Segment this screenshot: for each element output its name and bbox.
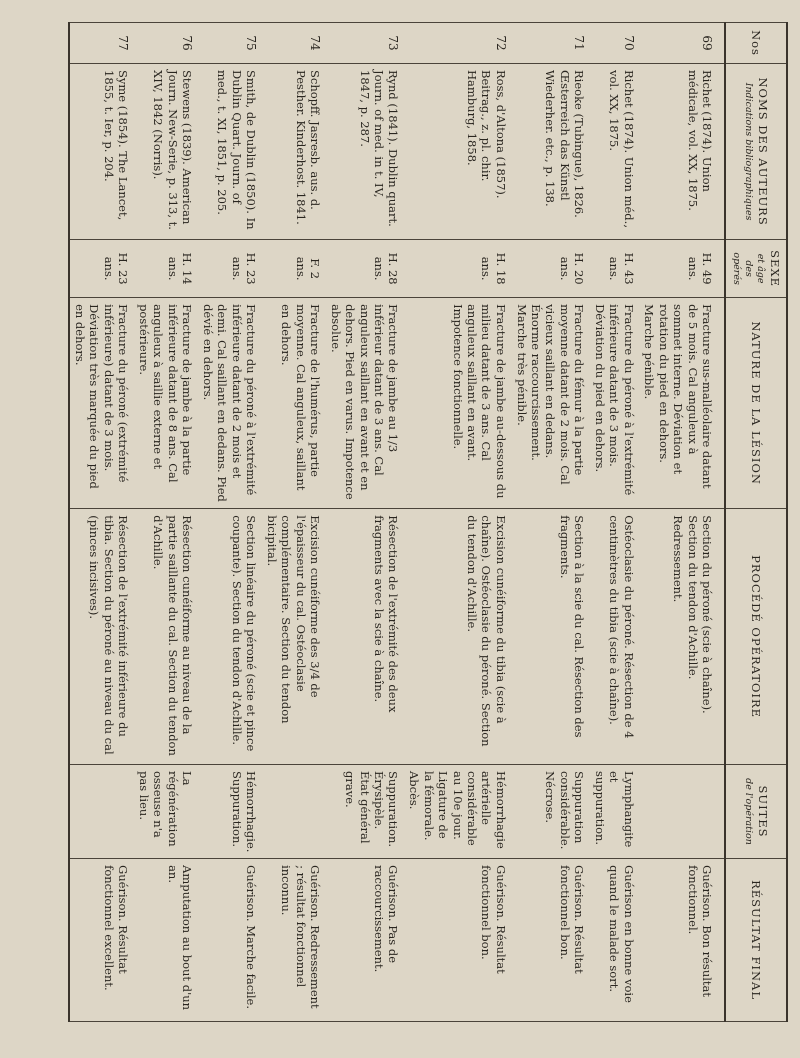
author-cell: Smith, de Dublin (1850). In Dublin Quart. Journ. of med., t. XI, 1851, p. 205. [198,64,262,240]
author-cell: Rynd (1841). Dublin quart. Journ. of med. in t. IV, 1847, p. 287. [326,64,404,240]
lesion-nature-cell: Fracture du péroné à l'extrémité inférieure datant de 2 mois et demi. Cal saillant en dedans. Pied dévié en dehors. [198,298,262,509]
sex-age-cell: H. 23 ans. [198,240,262,298]
result-cell: Guérison. Marche facile. [198,859,262,1022]
table-row [640,23,718,1022]
header-nature: NATURE DE LA LÉSION [725,298,787,509]
result-cell: Guérison. Redressement ; résultat fonctionnel inconnu. [262,859,326,1022]
sex-age-cell: H. 28 ans. [326,240,404,298]
case-number: 69 [640,23,718,64]
procedure-cell: Résection de l'extrémité inférieure du tibia. Section du péroné au niveau du cal (pinces incisives). [69,509,134,765]
sex-age-cell: H. 14 ans. [134,240,198,298]
header-suites [725,764,787,858]
case-number: 77 [69,23,134,64]
spacer-cell [718,859,725,1022]
header-sex-title: SEXE [768,250,782,288]
header-num: Nos [725,23,787,64]
lesion-nature-cell: Fracture sus-malléolaire datant de 5 mois. Cal anguleux à sommet interne. Déviation et rotation du pied en dehors. Marche pénible. [640,298,718,509]
author-cell: Rieoke (Tubingue), 1826. Œsterreich das Künstl Wiederher. etc., p. 138. [512,64,590,240]
rotated-table-page [68,22,788,1022]
suites-cell [640,764,718,858]
header-procedure: PROCÉDÉ OPÉRATOIRE [725,509,787,765]
spacer-cell [718,298,725,509]
procedure-cell: Excision cunéiforme des 3/4 de l'épaisseur du cal. Ostéoclasie complémentaire. Section du tendon bicipital. [262,509,326,765]
table-row [512,23,590,1022]
table-row [262,23,326,1022]
procedure-cell: Excision cunéiforme du tibia (scie à chaîne). Ostéoclasie du péroné. Section du tendon d'Achille. [404,509,511,765]
spacer-cell [718,240,725,298]
result-cell: Guérison. Résultat fonctionnel bon. [404,859,511,1022]
sex-age-cell: H. 23 ans. [69,240,134,298]
case-number: 74 [262,23,326,64]
sex-age-cell: F. 2 ans. [262,240,326,298]
table-body [69,23,725,1022]
table-row [590,23,639,1022]
sex-age-cell: H. 49 ans. [640,240,718,298]
header-result: RÉSULTAT FINAL [725,859,787,1022]
author-cell: Schopff. Jasresb. aus. d. Pesther. Kinderhost. 1841. [262,64,326,240]
case-number: 72 [404,23,511,64]
case-number: 70 [590,23,639,64]
table-row [404,23,511,1022]
procedure-cell: Section du péroné (scie à chaîne). Section du tendon d'Achille. Redressement. [640,509,718,765]
author-cell: Richet (1874). Union méd., vol. XX, 1875. [590,64,639,240]
sex-age-cell: H. 20 ans. [512,240,590,298]
result-cell: Guérison. Résultat fonctionnel excellent. [69,859,134,1022]
lesion-nature-cell: Fracture du péroné à l'extrémité inférieure datant de 3 mois. Déviation du pied en dehors. [590,298,639,509]
procedure-cell: Section à la scie du cal. Résection des fragments. [512,509,590,765]
header-authors-sub: Indications bibliographiques [742,82,754,221]
table-row [69,23,134,1022]
lesion-nature-cell: Fracture de jambe à la partie inférieure datant de 8 ans. Cal anguleux à saillie externe et postérieure. [134,298,198,509]
surgery-cases-table [68,22,788,1022]
suites-cell [69,764,134,858]
author-cell: Syme (1854). The Lancet, 1855, t. Ier, p. 204. [69,64,134,240]
header-suites-title: SUITES [756,785,771,838]
suites-cell: Suppuration. Érysipèle. État général grave. [326,764,404,858]
case-number: 75 [198,23,262,64]
lesion-nature-cell: Fracture de l'humérus, partie moyenne. Cal anguleux, saillant en dehors. [262,298,326,509]
suites-cell: Hémorrhagie. Suppuration. [198,764,262,858]
spacer-cell [718,23,725,64]
suites-cell: Hémorrhagie artérielle considérable au 10e jour. Ligature de la fémorale. Abcès. [404,764,511,858]
table-row [134,23,198,1022]
spacer-cell [718,64,725,240]
case-number: 73 [326,23,404,64]
suites-cell: Suppuration considérable. Nécrose. [512,764,590,858]
result-cell: Amputation au bout d'un an. [134,859,198,1022]
result-cell: Guérison en bonne voie quand le malade sort. [590,859,639,1022]
procedure-cell: Résection cunéiforme au niveau de la partie saillante du cal. Section du tendon d'Achille. [134,509,198,765]
lesion-nature-cell: Fracture de jambe au 1/3 inférieur datant de 3 ans. Cal anguleux saillant en avant et en dehors. Pied en varus. Impotence absolue. [326,298,404,509]
header-sex [725,240,787,298]
lesion-nature-cell: Fracture du fémur à la partie moyenne datant de 2 mois. Cal vicieux saillant en dedans. Énorme raccourcissement. Marche très pénible. [512,298,590,509]
header-authors [725,64,787,240]
table-row [326,23,404,1022]
spacer-cell [718,509,725,765]
result-cell: Guérison. Pas de raccourcissement. [326,859,404,1022]
author-cell: Stewens (1839). American Journ. New-Serie, p. 313, t. XIV, 1842 (Norris). [134,64,198,240]
sex-age-cell: H. 18 ans. [404,240,511,298]
suites-cell: La régénération osseuse n'a pas lieu. [134,764,198,858]
procedure-cell: Section linéaire du péroné (scie et pince coupante). Section du tendon d'Achille. [198,509,262,765]
suites-cell: Lymphangite et suppuration. [590,764,639,858]
author-cell: Richet (1874). Union médicale, vol. XX, 1875. [640,64,718,240]
spacer-cell [718,764,725,858]
case-number: 76 [134,23,198,64]
header-authors-title: NOMS DES AUTEURS [756,77,771,226]
case-number: 71 [512,23,590,64]
spacer-row [718,23,725,1022]
sex-age-cell: H. 43 ans. [590,240,639,298]
table-row [198,23,262,1022]
result-cell: Guérison. Bon résultat fonctionnel. [640,859,718,1022]
suites-cell [262,764,326,858]
lesion-nature-cell: Fracture du péroné (extrémité inférieure) datant de 3 mois. Déviation très marquée du pied en dehors. [69,298,134,509]
header-suites-sub: de l'opération [742,778,754,845]
procedure-cell: Ostéoclasie du péroné. Résection de 4 centimètres du tibia (scie à chaîne). [590,509,639,765]
header-row [725,23,787,1022]
author-cell: Ross, d'Altona (1857). Beitrag., z. pl. chir. Hamburg, 1858. [404,64,511,240]
result-cell: Guérison. Résultat fonctionnel bon. [512,859,590,1022]
header-sex-sub: et âge des opérés [730,252,766,285]
lesion-nature-cell: Fracture de jambe au-dessous du milieu datant de 3 ans. Cal anguleux saillant en avant. Impotence fonctionnelle. [404,298,511,509]
procedure-cell: Résection de l'extrémité des deux fragments avec la scie à chaîne. [326,509,404,765]
